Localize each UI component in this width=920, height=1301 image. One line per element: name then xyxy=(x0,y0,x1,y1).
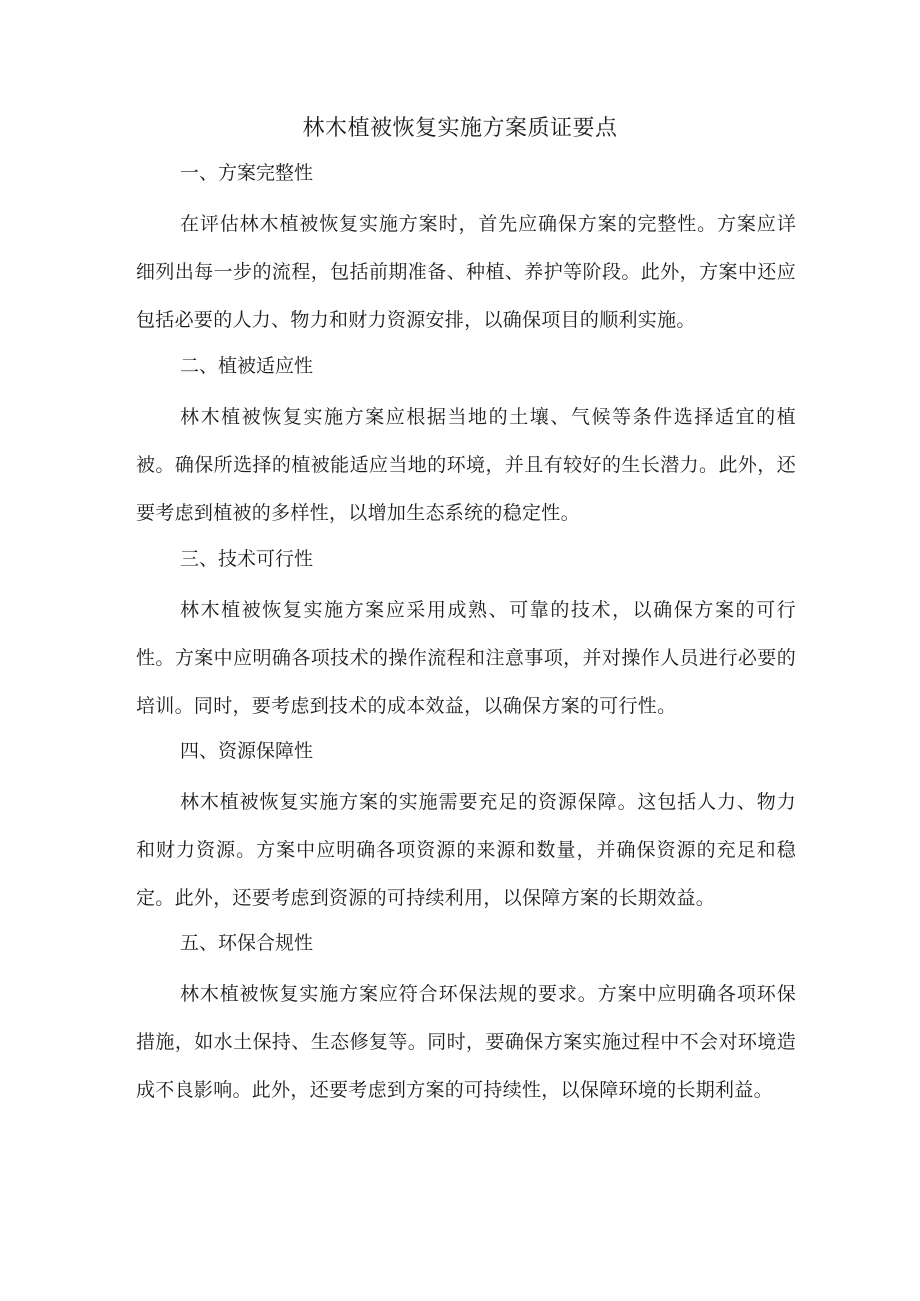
section-plan-completeness xyxy=(136,158,796,344)
section-heading: 三、技术可行性 xyxy=(180,548,314,570)
section-paragraph: 林木植被恢复实施方案应采用成熟、可靠的技术，以确保方案的可行性。方案中应明确各项技术的操作流程和注意事项，并对操作人员进行必要的培训。同时，要考虑到技术的成本效益，以确保方案的可行性。 xyxy=(136,599,796,717)
section-paragraph: 林木植被恢复实施方案的实施需要充足的资源保障。这包括人力、物力和财力资源。方案中应明确各项资源的来源和数量，并确保资源的充足和稳定。此外，还要考虑到资源的可持续利用，以保障方案的长期效益。 xyxy=(136,791,796,909)
section-vegetation-adaptability xyxy=(136,351,796,537)
section-resource-assurance xyxy=(136,736,796,922)
document-title: 林木植被恢复实施方案质证要点 xyxy=(302,116,618,141)
section-heading: 五、环保合规性 xyxy=(180,932,314,954)
section-heading: 四、资源保障性 xyxy=(180,740,314,762)
section-paragraph: 在评估林木植被恢复实施方案时，首先应确保方案的完整性。方案应详细列出每一步的流程，包括前期准备、种植、养护等阶段。此外，方案中还应包括必要的人力、物力和财力资源安排，以确保项目的顺利实施。 xyxy=(136,213,796,331)
section-heading: 一、方案完整性 xyxy=(180,162,314,184)
section-paragraph: 林木植被恢复实施方案应符合环保法规的要求。方案中应明确各项环保措施，如水土保持、生态修复等。同时，要确保方案实施过程中不会对环境造成不良影响。此外，还要考虑到方案的可持续性，以保障环境的长期利益。 xyxy=(136,983,796,1101)
section-heading: 二、植被适应性 xyxy=(180,355,314,377)
section-environmental-compliance xyxy=(136,928,796,1114)
section-paragraph: 林木植被恢复实施方案应根据当地的土壤、气候等条件选择适宜的植被。确保所选择的植被能适应当地的环境，并且有较好的生长潜力。此外，还要考虑到植被的多样性，以增加生态系统的稳定性。 xyxy=(136,406,796,524)
section-technical-feasibility xyxy=(136,544,796,730)
